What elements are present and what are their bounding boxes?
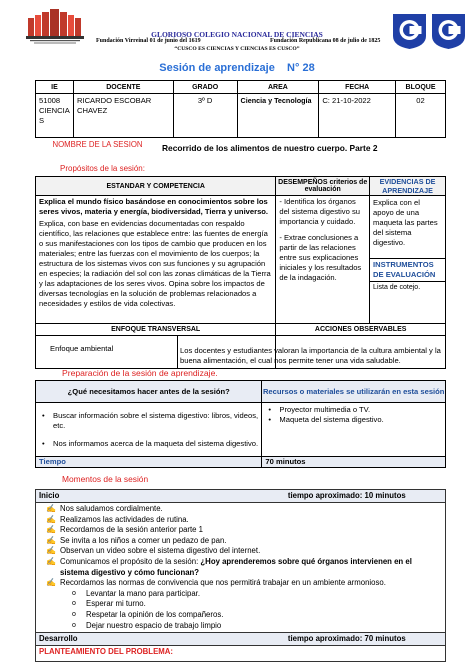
norm-item-1: o Levantar la mano para participar. [72,589,442,600]
preparation-label: Preparación de la sesión de aprendizaje. [62,368,218,378]
development-row [36,633,446,646]
evidence-header: EVIDENCIAS DE APRENDIZAJE [370,177,446,196]
area-value: Ciencia y Tecnología [237,94,319,138]
prep-right-item-1: • Proyector multimedia o TV. [265,405,442,415]
grado-value: 3º D [173,94,237,138]
problem-label: PLANTEAMIENTO DEL PROBLEMA: [36,646,446,662]
purposes-label: Propósitos de la sesión: [60,164,145,173]
purpose-item [44,557,442,578]
performance-2: - Extrae conclusiones a partir de las relaciones entre sus explicaciones iniciales y los resultados de la indagación. [279,233,362,282]
info-table [35,80,446,138]
founded-republicana: Fundación Republicana 08 de julio de 1825 [270,38,381,44]
start-item-4: ✍ Se invita a los niños a comer un pedazo de pan. [46,535,227,545]
start-row [36,490,446,503]
info-header-row [36,81,446,94]
prep-right-header: Recursos o materiales se utilizarán en esta sesión [262,381,446,403]
bloque-value: 02 [396,94,446,138]
pencil-hand-icon: ✍ [46,546,56,556]
start-item-3: ✍ Recordamos de la sesión anterior parte 1 [46,525,204,535]
preparation-header-row [36,381,446,403]
performance-1: - Identifica los órganos del sistema digestivo su importancia y cuidado. [279,197,360,226]
purpose-question: ¿Hoy aprenderemos sobre qué órganos intervienen en el sistema digestivo y cómo funcionan? [60,556,412,577]
norm-item-4: o Dejar nuestro espacio de trabajo limpio [72,621,442,632]
session-name-label: NOMBRE DE LA SESION [52,140,143,149]
evidence-text: Explica con el apoyo de una maqueta las partes del sistema digestivo. [373,198,438,247]
preparation-content-row [36,403,446,457]
header-docente: DOCENTE [73,81,173,94]
school-building-logo [26,8,84,46]
moments-table [35,489,446,662]
purpose-prefix: Comunicamos el propósito de la sesión: [60,556,201,566]
founded-virreinal: Fundación Virreinal 01 de junio del 1619 [96,38,201,44]
school-name: GLORIOSO COLEGIO NACIONAL DE CIENCIAS [151,30,323,39]
prep-right-item-2: • Maqueta del sistema digestivo. [265,415,442,425]
purposes-content-row [36,196,446,324]
pencil-hand-icon: ✍ [46,578,56,588]
development-label: Desarrollo [36,633,285,646]
header-ie: IE [36,81,74,94]
instruments-header: INSTRUMENTOS DE EVALUACIÓN [370,258,445,281]
moments-label: Momentos de la sesión [62,474,149,484]
session-name-value: Recorrido de los alimentos de nuestro cuerpo. Parte 2 [162,143,378,153]
header-area: AREA [237,81,319,94]
transversal-header-row [36,324,446,336]
pencil-hand-icon: ✍ [46,514,56,524]
development-time: tiempo aproximado: 70 minutos [285,633,446,646]
norms-list [44,589,442,631]
school-motto: “CUSCO ES CIENCIAS Y CIENCIAS ES CUSCO” [174,46,300,52]
start-item-2: ✍ Realizamos las actividades de rutina. [46,514,189,524]
prep-right-list [265,405,442,425]
info-value-row [36,94,446,138]
ie-value: 51008 CIENCIA S [36,94,74,138]
start-time: tiempo aproximado: 10 minutos [285,490,446,503]
actions-value: Los docentes y estudiantes valoran la importancia de la cultura ambiental y la buena alimentación, el cual nos permite tener una vida saludable. [180,346,441,365]
fecha-value: C: 21-10-2022 [319,94,396,138]
standard-text: Explica, con base en evidencias documentadas con respaldo científico, las relaciones que establece entre: las fuentes de energía o sus manifestaciones con los tipos de cambio que producen en los materiales; entre las fuerzas con el movimiento de los cuerpos; la estructura de los sistemas vivos con sus funciones y su agrupación en especies; la radiación del sol con las zonas climáticas de la Tierra y las adaptaciones de los seres vivos. Opina sobre los impactos de diversas tecnologías en la solución de problemas relacionados a necesidades y estilos de vida colectivas. [39,219,271,308]
start-label: Inicio [36,490,285,503]
pencil-hand-icon: ✍ [46,525,56,535]
start-content-row [36,503,446,633]
prep-left-list [39,411,258,449]
start-list [44,504,442,589]
session-title: Sesión de aprendizaje N° 28 [159,62,315,74]
header-bloque: BLOQUE [396,81,446,94]
time-value: 70 minutos [262,457,446,468]
prep-left-item-1: • Buscar información sobre el sistema digestivo: libros, videos, etc. [39,411,258,431]
norms-item: ✍ Recordamos las normas de convivencia que nos permitirá trabajar en un ambiente armonioso. [46,578,386,588]
header-fecha: FECHA [319,81,396,94]
docente-value: RICARDO ESCOBAR CHAVEZ [73,94,173,138]
problem-row [36,646,446,662]
evidence-cell [370,196,446,324]
prep-left-header: ¿Qué necesitamos hacer antes de la sesión? [36,381,262,403]
pencil-hand-icon: ✍ [46,504,56,513]
header-grado: GRADO [173,81,237,94]
prep-right-cell [262,403,446,457]
norm-item-3: o Respetar la opinión de los compañeros. [72,610,442,621]
start-item-1: ✍ Nos saludamos cordialmente. [46,504,163,513]
norm-item-2: o Esperar mi turno. [72,599,442,610]
start-content [36,503,446,633]
approach-value: Enfoque ambiental [36,336,178,368]
performances-cell [276,196,370,324]
prep-left-item-2: • Nos informamos acerca de la maqueta del sistema digestivo. [39,439,258,449]
prep-left-cell [36,403,262,457]
time-label: Tiempo [36,457,262,468]
performance-header-text: DESEMPEÑOS criterios de evaluación [278,179,368,193]
standard-header: ESTANDAR Y COMPETENCIA [36,177,276,196]
time-row [36,457,446,468]
transversal-header: ENFOQUE TRANSVERSAL [36,324,276,336]
pencil-hand-icon: ✍ [46,535,56,545]
pencil-hand-icon: ✍ [46,556,56,566]
start-item-5: ✍ Observan un video sobre el sistema digestivo del internet. [46,546,261,556]
performance-header [276,177,370,196]
purposes-header-row [36,177,446,196]
standard-cell [36,196,276,324]
actions-header: ACCIONES OBSERVABLES [276,324,446,336]
instrument-value: Lista de cotejo. [370,281,445,294]
purposes-table [35,176,446,369]
preparation-table [35,380,446,468]
competence-title: Explica el mundo físico basándose en conocimientos sobre los seres vivos, materia y energía, biodiversidad, Tierra y universo. [39,197,269,216]
